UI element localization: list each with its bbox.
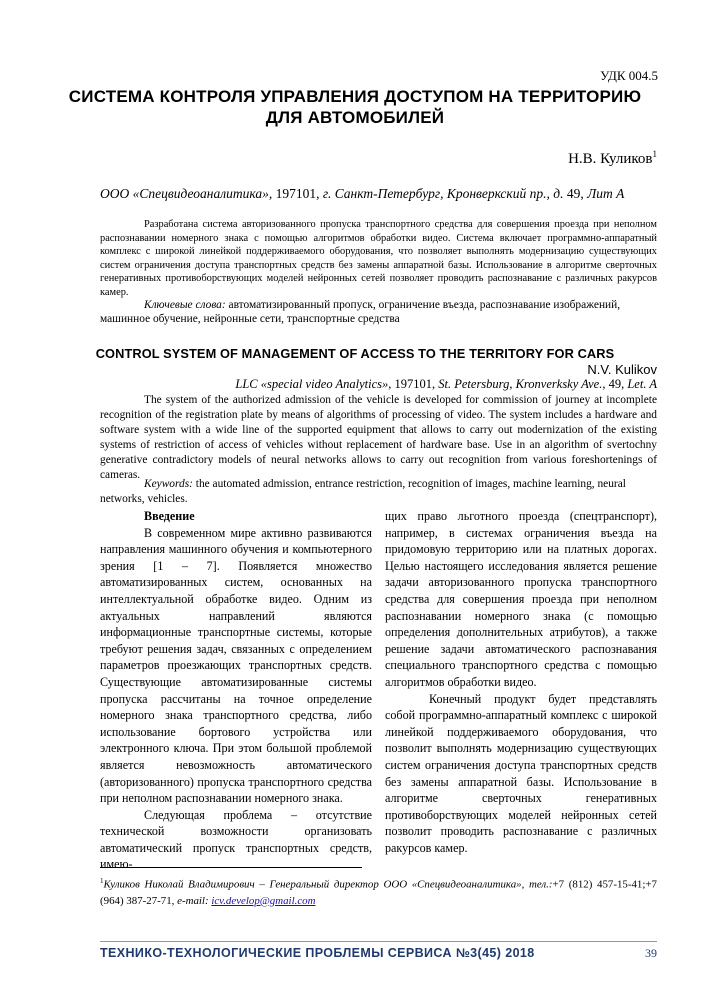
keywords-label: Ключевые слова: [144,299,226,311]
author-russian [568,149,657,168]
affiliation-index: 197101, [272,186,323,201]
affiliation-house: 49, [563,186,588,201]
abstract-english: The system of the authorized admission of the vehicle is developed for commission of journey at incomplete recognition of the registration plate by means of algorithms of processing of video. The system includes a hardware and software system with a wide line of the supported equipment that allows to carry out modernization of the existing systems of restriction of access of vehicles without replacement of hardware base. Use in an algorithm of svertochny generative contradictory models of neural networks allows to carry out recognition from various foreshortenings of cameras. [100,394,657,482]
section-heading-introduction: Введение [144,509,195,523]
affiliation-russian [100,186,624,202]
abstract-russian: Разработана система авторизованного пропуска транспортного средства для совершения проезда при неполном распознавании номерного знака с помощью алгоритмов обработки видео. Система включает программно-аппаратный комплекс с широкой линейкой поддерживаемого оборудования, что позволяет выполнять модернизацию существующих систем ограничения доступа транспортных средств без замены аппаратной базы. Использование в алгоритме сверточных генеративных противоборствующих моделей нейронных сетей позволяет проводить распознавание с различных ракурсов камер. [100,219,657,298]
title-russian-line-1: СИСТЕМА КОНТРОЛЯ УПРАВЛЕНИЯ ДОСТУПОМ НА ТЕРРИТОРИЮ [68,87,642,106]
udk-code: УДК 004.5 [600,68,658,83]
keywords-text-en: the automated admission, entrance restriction, recognition of images, machine learning, neural networks, vehicles. [100,478,626,506]
affiliation-english [235,377,657,392]
affiliation-house-en: 49, [605,377,628,391]
body-paragraph-1: В современном мире активно развиваются направления машинного обучения и компьютерного зрения [1 – 7]. Появляется множество автоматизированных систем, основанных на интеллектуальной обработке видео. Одним из актуальных направлений являются информационные транспортные системы, которые требуют решения задач, связанных с определением параметров проезжающих транспортных средств. Существующие автоматизированные системы пропуска рассчитаны на точное определение номерного знака транспортного средства, либо использование бортового устройства или электронного ключа. При этом большой проблемой является невозможность автоматического (авторизованного) пропуска транспортного средства при неполном распознавании номерного знака. [100,525,372,806]
body-paragraph-2-continued: щих право льготного проезда (спецтранспорт), например, в системах ограничения въезда на придомовую территорию или на платных дорогах. Целью настоящего исследования является решение задачи авторизованного пропуска транспортного средства для совершения проезда при неполном распознавании номерного знака (с помощью определения дополнительных атрибутов), а также решение задачи автоматического распознавания специального транспортного средства с помощью алгоритмов обработки видео. [385,509,657,689]
footnote-divider [100,867,362,868]
journal-divider [100,941,657,942]
body-column-left [100,508,372,873]
journal-title: ТЕХНИКО-ТЕХНОЛОГИЧЕСКИЕ ПРОБЛЕМЫ СЕРВИСА №3(45) 2018 [100,946,535,960]
author-footnote-mark: 1 [652,149,657,159]
affiliation-org: ООО «Спецвидеоаналитика», [100,186,273,201]
footnote-email-label: e-mail: [177,894,212,907]
title-russian [60,86,650,128]
keywords-label-en: Keywords: [144,478,193,490]
keywords-english [100,477,657,507]
author-english: N.V. Kulikov [587,362,657,377]
keywords-russian [100,298,657,326]
footnote-email-link[interactable]: icv.develop@gmail.com [211,894,316,907]
footnote-phones: +7 (812) 457-15-41;+7 (964) 387-27-71, [100,878,657,907]
affiliation-city: г. Санкт-Петербург, Кронверкский пр., д. [322,186,564,201]
body-paragraph-3: Конечный продукт будет представлять собой программно-аппаратный комплекс с широкой линейкой поддерживаемого оборудования, что позволит выполнять модернизацию существующих систем ограничения доступа транспортных средств без замены аппаратной базы. Использование в алгоритме сверточных генеративных противоборствующих моделей нейронных сетей позволит проводить распознавание с различных ракурсов камер. [385,691,657,855]
affiliation-city-en: St. Petersburg, Kronverksky Ave., [438,377,606,391]
body-paragraph-2: Следующая проблема – отсутствие технической возможности организовать автоматический пропуск транспортных средств, имею- [100,807,372,872]
footnote-text: Куликов Николай Владимирович – Генеральный директор ООО «Спецвидеоаналитика», тел.: [103,878,553,891]
affiliation-lit: Лит А [587,186,625,201]
affiliation-index-en: 197101, [391,377,439,391]
keywords-text: автоматизированный пропуск, ограничение въезда, распознавание изображений, машинное обучение, нейронные сети, транспортные средства [100,299,621,325]
page-number: 39 [645,946,657,960]
affiliation-org-en: LLC «special video Analytics», [235,377,392,391]
author-name: Н.В. Куликов [568,151,653,167]
footnote [100,873,657,909]
title-russian-line-2: ДЛЯ АВТОМОБИЛЕЙ [265,108,445,127]
footnote-mark: 1 [100,877,104,885]
title-english: CONTROL SYSTEM OF MANAGEMENT OF ACCESS TO THE TERRITORY FOR CARS [95,346,615,361]
affiliation-lit-en: Let. A [627,377,657,391]
body-column-right-visible [385,508,657,856]
